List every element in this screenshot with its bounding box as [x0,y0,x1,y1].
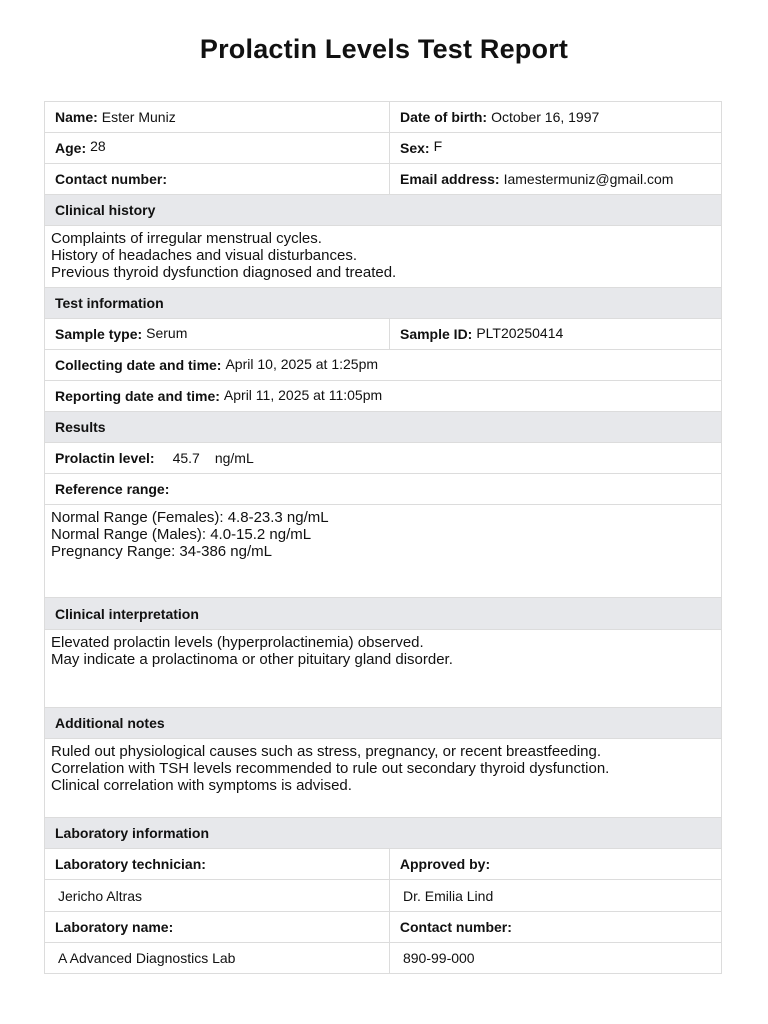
collecting-label: Collecting date and time: [55,357,222,373]
section-additional-notes [45,708,721,739]
text-line: Pregnancy Range: 34-386 ng/mL [51,543,272,560]
row-reporting [45,381,721,412]
report-form [44,101,722,974]
lab-contact-label: Contact number: [389,912,717,942]
collecting-field[interactable] [45,350,721,380]
text-line: Ruled out physiological causes such as stress, pregnancy, or recent breastfeeding. [51,743,602,760]
row-age-sex [45,133,721,164]
section-heading: Results [55,419,106,435]
sample-id-label: Sample ID: [399,326,473,342]
row-lab-values-1 [45,880,721,912]
dob-value: October 16, 1997 [491,109,600,125]
row-lab-labels-2 [45,912,721,943]
contact-label: Contact number: [55,171,167,187]
prolactin-label: Prolactin level: [55,450,155,466]
lab-name-input[interactable]: A Advanced Diagnostics Lab [58,950,236,966]
name-field[interactable] [45,102,389,132]
sample-id-value: PLT20250414 [476,325,564,341]
row-reference-label [45,474,721,505]
prolactin-field[interactable] [45,443,721,473]
row-lab-labels-1 [45,849,721,880]
text-line: Normal Range (Females): 4.8-23.3 ng/mL [51,509,329,526]
row-prolactin [45,443,721,474]
row-collecting [45,350,721,381]
text-line: Normal Range (Males): 4.0-15.2 ng/mL [51,526,312,543]
email-value: Iamestermuniz@gmail.com [503,171,674,187]
row-lab-values-2 [45,943,721,974]
row-name-dob [45,101,721,133]
age-label: Age: [55,140,87,156]
reference-range-content [45,505,721,597]
text-line: Elevated prolactin levels (hyperprolactinemia) observed. [51,634,424,651]
reference-range-label: Reference range: [55,481,170,497]
reference-range-text[interactable] [45,505,721,598]
clinical-history-content [45,226,721,287]
sample-id-field[interactable] [389,319,721,349]
technician-input[interactable]: Jericho Altras [58,887,143,904]
name-value: Ester Muniz [101,109,176,125]
section-heading: Test information [55,295,164,311]
contact-field[interactable] [45,164,389,194]
sex-label: Sex: [399,140,430,156]
email-label: Email address: [399,171,500,187]
reporting-value: April 11, 2025 at 11:05pm [223,387,383,403]
section-heading: Additional notes [55,715,165,731]
prolactin-unit: ng/mL [214,450,254,466]
clinical-interpretation-text[interactable] [45,630,721,708]
technician-label: Laboratory technician: [55,856,206,872]
reporting-field[interactable] [45,381,721,411]
lab-contact-input[interactable]: 890-99-000 [389,943,721,973]
clinical-history-text[interactable] [45,226,721,288]
text-line: History of headaches and visual disturbances. [51,247,358,264]
additional-notes-content [45,739,721,817]
sex-field[interactable] [389,133,721,163]
row-sample [45,319,721,350]
row-contact-email [45,164,721,195]
approved-label: Approved by: [389,849,717,879]
section-heading: Laboratory information [55,825,210,841]
dob-field[interactable] [389,102,721,132]
dob-label: Date of birth: [399,109,488,125]
prolactin-value: 45.7 [172,450,200,466]
text-line: Correlation with TSH levels recommended to rule out secondary thyroid dysfunction. [51,760,610,777]
lab-name-label: Laboratory name: [55,919,174,935]
section-heading: Clinical interpretation [55,605,199,622]
section-results [45,412,721,443]
email-field[interactable] [389,164,721,194]
sample-type-field[interactable] [45,319,389,349]
section-heading: Clinical history [55,202,156,218]
page-title: Prolactin Levels Test Report [199,34,569,64]
name-label: Name: [55,109,98,125]
text-line: Previous thyroid dysfunction diagnosed and treated. [51,264,397,281]
clinical-interpretation-content [45,630,721,707]
section-test-information [45,288,721,319]
section-clinical-interpretation [45,598,721,630]
sample-type-label: Sample type: [55,326,143,342]
text-line: May indicate a prolactinoma or other pituitary gland disorder. [51,651,453,668]
sample-type-value: Serum [146,325,188,341]
section-clinical-history [45,195,721,226]
sex-value: F [433,138,443,154]
approved-input[interactable]: Dr. Emilia Lind [389,880,721,911]
section-laboratory-information [45,818,721,849]
text-line: Clinical correlation with symptoms is advised. [51,777,352,794]
text-line: Complaints of irregular menstrual cycles. [51,230,322,247]
age-value: 28 [90,138,106,154]
additional-notes-text[interactable] [45,739,721,818]
reporting-label: Reporting date and time: [55,388,220,404]
age-field[interactable] [45,133,389,163]
collecting-value: April 10, 2025 at 1:25pm [225,356,379,372]
